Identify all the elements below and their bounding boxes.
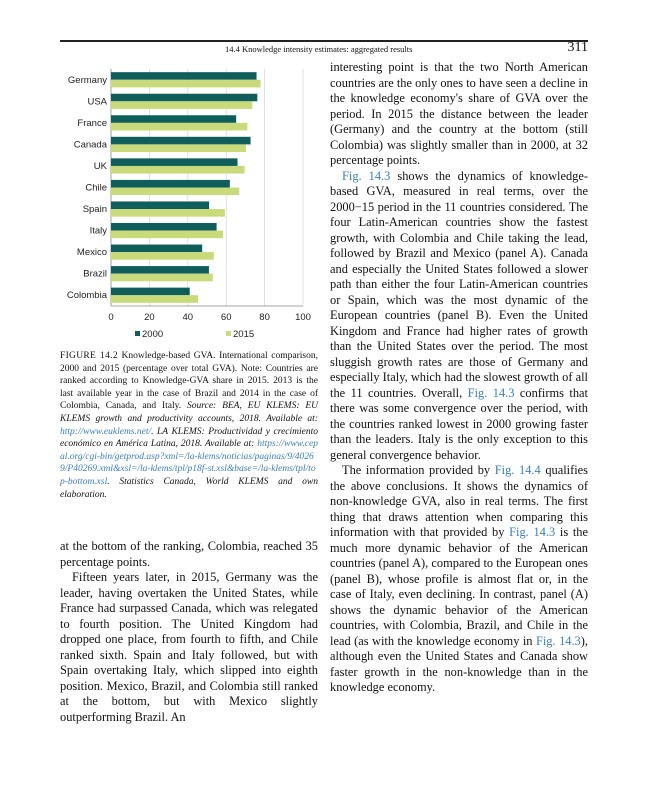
legend-label-2015: 2015	[233, 329, 255, 340]
category-label: UK	[93, 160, 107, 172]
bar-2000-italy	[111, 223, 217, 231]
bar-2000-france	[111, 115, 236, 123]
text: ), although even the United States and Canada show faster growth in the non-knowledge than in the knowledge economy.	[330, 633, 588, 694]
x-tick-label: 20	[144, 312, 155, 323]
bar-2015-usa	[111, 101, 252, 109]
caption-text: Knowledge-based GVA. International comparison, 2000 and 2015 (percentage over total GVA). Note: Countries are ranked according to Knowledge-GVA share in 2015. 2013 is the last available year in the case of Brazil and 2014 in the case of Colombia, Canada, and Italy.	[60, 351, 318, 412]
category-label: Chile	[85, 182, 107, 194]
bar-2000-chile	[111, 180, 230, 188]
x-tick-label: 0	[108, 312, 114, 323]
bar-2015-chile	[111, 188, 239, 196]
bar-2000-spain	[111, 201, 209, 209]
bar-2000-brazil	[111, 266, 209, 274]
bar-2000-canada	[111, 137, 251, 145]
paragraph	[330, 463, 588, 696]
figure-label: FIGURE 14.2	[60, 351, 118, 361]
category-label: Spain	[82, 204, 107, 216]
paragraph: interesting point is that the two North American countries are the only ones to have seen a decline in the knowledge economy's share of GVA over the period. In 2015 the distance between the leader (Germany) and the country at the bottom (still Colombia) was slightly smaller than in 2000, at 32 percentage points.	[330, 60, 588, 167]
bar-2015-canada	[111, 144, 246, 152]
category-label: Brazil	[83, 268, 107, 280]
category-label: Canada	[73, 139, 107, 151]
bar-2015-uk	[111, 166, 245, 174]
text: shows the dynamics of knowledge-based GVA, measured in real terms, over the 2000−15 period in the 11 countries considered. The four Latin-American countries show the fastest growth, with Colombia and Chile taking the lead, followed by Brazil and Mexico (panel A). Canada and especially the United States followed a slower path than either the four Latin-American countries or Spain, which was the most dynamic of the European countries (panel B). Even the United Kingdom and France had higher rates of growth than the United States over the period. The most sluggish growth rates are those of Germany and especially Italy, which had the slowest growth of all the 11 countries. Overall,	[330, 168, 588, 400]
x-tick-label: 60	[220, 312, 232, 323]
header-rule	[60, 40, 588, 42]
category-label: Mexico	[76, 247, 107, 259]
bar-2000-mexico	[111, 245, 202, 253]
x-tick-label: 80	[259, 312, 270, 323]
fig-link[interactable]: Fig. 14.3	[535, 633, 581, 648]
paragraph: at the bottom of the ranking, Colombia, reached 35 percentage points.	[60, 539, 318, 569]
bar-2015-france	[111, 123, 247, 131]
bar-2000-uk	[111, 158, 238, 166]
category-label: Italy	[89, 225, 107, 237]
fig-link[interactable]: Fig. 14.3	[509, 525, 556, 539]
caption-source: Source: BEA, EU KLEMS: EU KLEMS growth and productivity accounts, 2018. Available at:	[60, 401, 319, 424]
right-column	[330, 60, 588, 696]
caption-source-2: . LA KLEMS: Productividad y crecimiento económico en América Latina, 2018. Available at:	[60, 426, 318, 450]
figure-caption	[60, 350, 318, 501]
text: is the much more dynamic behavior of the American countries (panel A), compared to the European ones (panel B), whose profile is almost flat or, in the case of Italy, even declining. In contrast, panel (A) shows the dynamic behavior of the American countries, with Colombia, Brazil, and Chile in the lead (as with the knowledge economy in	[330, 525, 588, 648]
text: qualifies the above conclusions. It shows the dynamics of non-knowledge GVA, also in real terms. The first thing that draws attention when comparing this information with that provided by	[330, 463, 588, 539]
category-label: Germany	[67, 74, 107, 86]
text: The information provided by	[342, 463, 495, 477]
fig-link[interactable]: Fig. 14.3	[467, 385, 515, 400]
caption-source-3: . Statistics Canada, World KLEMS and own elaboration.	[60, 476, 318, 500]
page-number: 311	[567, 40, 588, 55]
bar-2015-mexico	[111, 252, 214, 260]
x-tick-label: 40	[182, 312, 194, 323]
category-label: France	[77, 117, 107, 129]
bar-2015-colombia	[111, 295, 198, 303]
source-link-cepal[interactable]: https://www.cepal.org/cgi-bin/getprod.asp?xml=/la-klems/noticias/paginas/9/40269/P40269.xml&xsl=/la-klems/tpl/p18f-st.xsl&base=/la-klems/tpl/top-bottom.xsl	[60, 439, 318, 487]
fig-link[interactable]: Fig. 14.4	[494, 463, 541, 477]
bar-2015-germany	[111, 80, 261, 88]
bar-2015-brazil	[111, 274, 213, 282]
category-label: USA	[87, 96, 107, 108]
fig-link[interactable]: Fig. 14.3	[342, 168, 391, 183]
source-link-euklems[interactable]: http://www.euklems.net/	[60, 426, 152, 437]
text: confirms that there was some convergence over the period, with the countries ranked lowest in 2000 growing faster than the leaders. Italy is the only exception to this general convergence behavior.	[330, 385, 588, 462]
paragraph	[330, 169, 588, 464]
bar-2015-spain	[111, 209, 225, 217]
category-label: Colombia	[66, 290, 107, 302]
bar-2000-colombia	[111, 288, 190, 296]
legend-swatch-2015	[226, 331, 231, 336]
legend-swatch-2000	[135, 331, 140, 336]
bar-2015-italy	[111, 231, 223, 239]
legend-label-2000: 2000	[142, 329, 164, 340]
left-column	[60, 539, 318, 725]
running-title: 14.4 Knowledge intensity estimates: aggregated results	[225, 44, 413, 54]
x-tick-label: 100	[295, 312, 311, 323]
bar-chart	[60, 62, 320, 347]
paragraph: Fifteen years later, in 2015, Germany was the leader, having overtaken the United States, while France had surpassed Canada, which was relegated to fourth position. The United Kingdom had dropped one place, from fourth to fifth, and Chile ranked sixth. Spain and Italy followed, but with Spain overtaking Italy, which slipped into eighth position. Mexico, Brazil, and Colombia still ranked at the bottom, but with Mexico slightly outperforming Brazil. An	[60, 570, 318, 724]
bar-2000-germany	[111, 72, 257, 80]
bar-2000-usa	[111, 94, 257, 102]
